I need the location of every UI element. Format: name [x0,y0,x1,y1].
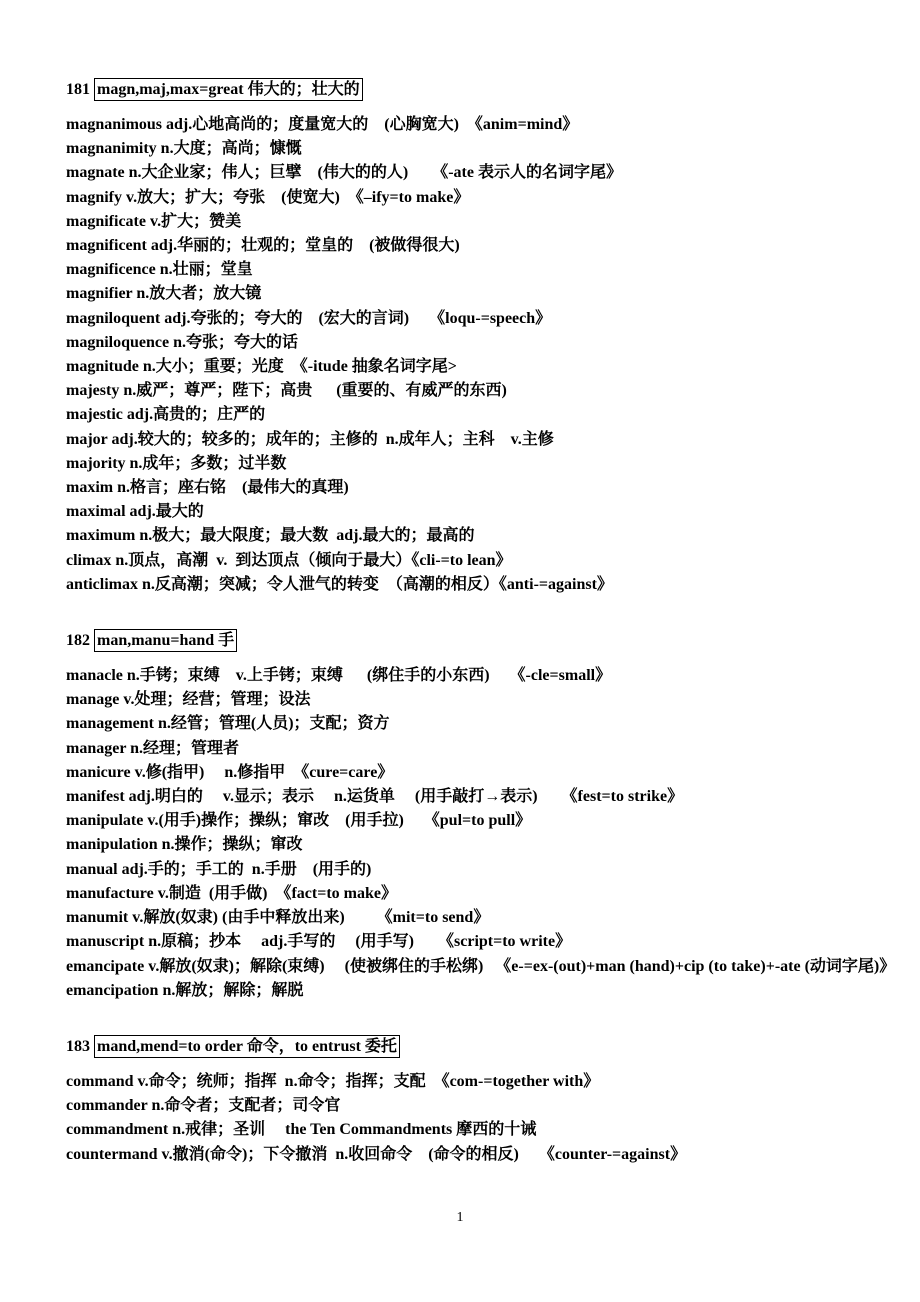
word-entry: countermand v.撤消(命令)；下令撤消 n.收回命令 (命令的相反) 《counter-=against》 [66,1145,687,1163]
word-entry: manifest adj.明白的 v.显示；表示 n.运货单 (用手敲打→表示) 《fest=to strike》 [66,788,684,806]
section-183 [66,1035,866,1167]
word-entry: majestic adj.高贵的；庄严的 [66,406,266,424]
word-entry: magniloquence n.夸张；夸大的话 [66,333,299,351]
word-entry: majority n.成年；多数；过半数 [66,454,287,472]
word-entry: manuscript n.原稿；抄本 adj.手写的 (用手写) 《script=to write》 [66,933,572,951]
word-entry: maximum n.极大；最大限度；最大数 adj.最大的；最高的 [66,527,475,545]
section-number: 183 [66,1037,90,1055]
word-entry: manipulation n.操作；操纵；窜改 [66,836,303,854]
word-entry: manipulate v.(用手)操作；操纵；窜改 (用手拉) 《pul=to pull》 [66,812,532,830]
word-entry: climax n.顶点，高潮 v. 到达顶点（倾向于最大）《cli-=to lean》 [66,551,512,569]
word-entry: magnate n.大企业家；伟人；巨擘 (伟大的的人) 《-ate 表示人的名词字尾》 [66,164,622,182]
word-entry: magnificence n.壮丽；堂皇 [66,261,253,279]
section-number: 182 [66,632,90,650]
word-entry: maximal adj.最大的 [66,503,204,521]
root-box: mand,mend=to order 命令，to entrust 委托 [94,1035,400,1058]
section-182 [66,629,896,1003]
word-entry: manager n.经理；管理者 [66,739,240,757]
word-entry: magnanimous adj.心地高尚的；度量宽大的 (心胸宽大) 《anim=mind》 [66,116,579,133]
word-entry: anticlimax n.反高潮；突减；令人泄气的转变 （高潮的相反）《anti-=against》 [66,575,613,593]
section-heading [66,629,866,652]
word-entry: commandment n.戒律；圣训 the Ten Commandments 摩西的十诫 [66,1121,537,1139]
word-entry: manumit v.解放(奴隶) (由手中释放出来) 《mit=to send》 [66,909,490,927]
word-entry: command v.命令；统师；指挥 n.命令；指挥；支配 《com-=together with》 [66,1072,600,1090]
word-entry: majesty n.威严；尊严；陛下；高贵 (重要的、有威严的东西) [66,382,507,400]
root-box: magn,maj,max=great 伟大的；壮大的 [94,78,363,101]
section-181 [66,78,866,597]
document-page [66,78,896,1199]
root-box: man,manu=hand 手 [94,629,237,652]
word-entry: manufacture v.制造 (用手做) 《fact=to make》 [66,884,398,902]
section-heading [66,78,866,101]
word-entry: magnifier n.放大者；放大镜 [66,285,262,303]
word-entry: manacle n.手铐；束缚 v.上手铐；束缚 (绑住手的小东西) 《-cle=small》 [66,667,612,685]
section-heading [66,1035,866,1058]
word-entry: magniloquent adj.夸张的；夸大的 (宏大的言词) 《loqu-=speech》 [66,309,552,327]
word-entry: manual adj.手的；手工的 n.手册 (用手的) [66,860,372,878]
word-entry: manicure v.修(指甲) n.修指甲 《cure=care》 [66,763,394,781]
word-entry: commander n.命令者；支配者；司令官 [66,1097,341,1115]
word-entry: management n.经管；管理(人员)；支配；资方 [66,715,390,733]
word-entry: magnify v.放大；扩大；夸张 (使宽大) 《–ify=to make》 [66,188,470,206]
word-entry: emancipation n.解放；解除；解脱 [66,981,304,999]
word-entry: manage v.处理；经营；管理；设法 [66,691,311,709]
word-entry: magnificent adj.华丽的；壮观的；堂皇的 (被做得很大) [66,237,460,255]
word-entry: emancipate v.解放(奴隶)；解除(束缚) (使被绑住的手松绑) 《e-=ex-(out)+man (hand)+cip (to take)+-ate (动词字尾)》 [66,957,896,975]
word-entry: maxim n.格言；座右铭 (最伟大的真理) [66,479,349,497]
word-entry: magnanimity n.大度；高尚；慷慨 [66,140,302,158]
word-entry: magnitude n.大小；重要；光度 《-itude 抽象名词字尾> [66,358,457,376]
word-entry: magnificate v.扩大；赞美 [66,212,242,230]
page-number: 1 [456,1210,464,1225]
section-number: 181 [66,81,90,98]
word-entry: major adj.较大的；较多的；成年的；主修的 n.成年人；主科 v.主修 [66,430,554,448]
